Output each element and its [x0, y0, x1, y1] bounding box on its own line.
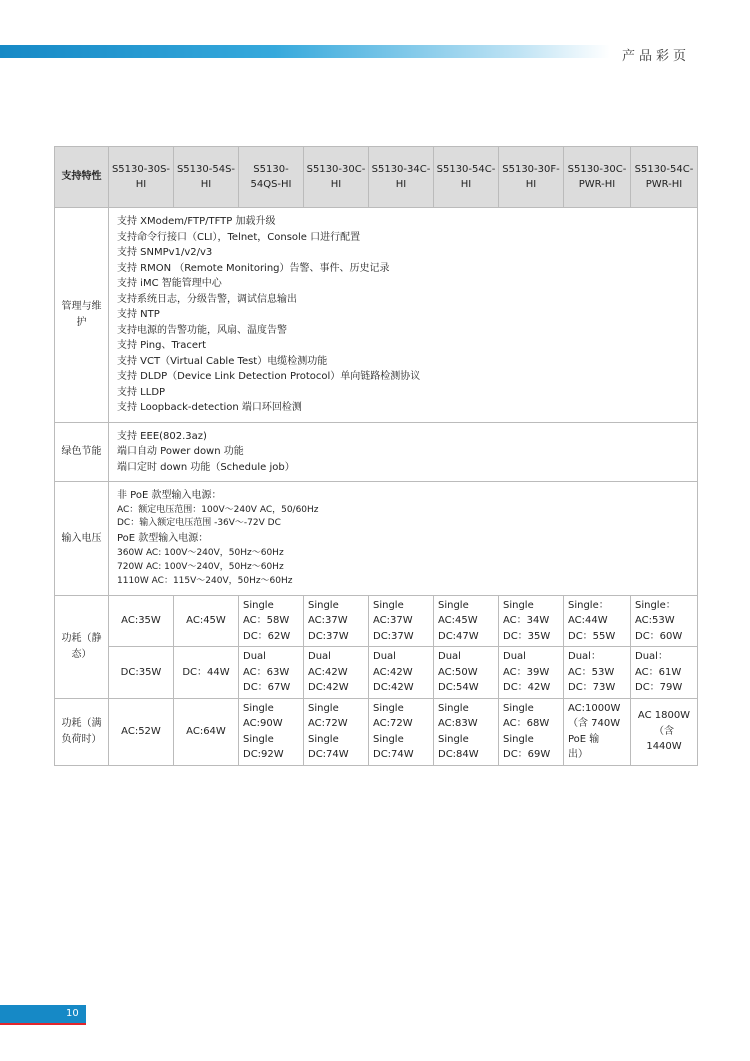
power-value: Dual — [503, 651, 526, 663]
page-number: 10 — [66, 1008, 79, 1019]
full-power-row — [55, 698, 698, 765]
power-value: AC:1000W — [568, 702, 621, 714]
power-value: AC 1800W — [637, 710, 691, 722]
power-value: Dual： — [635, 651, 668, 663]
model-header: S5130-54C-HI — [434, 147, 499, 208]
power-value: AC:37W — [308, 615, 348, 627]
power-value: AC：61W — [635, 666, 682, 678]
power-cell — [369, 698, 434, 765]
power-value: Single — [243, 733, 274, 745]
power-value: Single — [503, 733, 534, 745]
power-cell: AC:45W — [174, 595, 239, 647]
spec-table — [54, 146, 698, 766]
power-value: DC:74W — [308, 749, 349, 761]
power-value: Single — [308, 599, 339, 611]
power-cell: DC:35W — [109, 647, 174, 699]
power-value: Single — [243, 599, 274, 611]
power-value: Single — [503, 599, 534, 611]
green-row — [55, 422, 698, 482]
power-cell: DC：44W — [174, 647, 239, 699]
power-value: Single — [373, 599, 404, 611]
text-line: 支持电源的告警功能，风扇、温度告警 — [117, 324, 287, 336]
text-line: 360W AC: 100V～240V，50Hz～60Hz — [117, 547, 284, 558]
text-line: 支持 SNMPv1/v2/v3 — [117, 247, 213, 258]
model-header: S5130-30S-HI — [109, 147, 174, 208]
text-line: 端口自动 Power down 功能 — [117, 446, 244, 457]
power-value: DC:92W — [243, 749, 284, 761]
power-value: AC：34W — [503, 615, 550, 627]
text-line: 非 PoE 款型输入电源： — [117, 490, 222, 501]
power-value: DC：62W — [243, 630, 291, 642]
power-value: Single — [308, 733, 339, 745]
text-line: 支持 EEE(802.3az) — [117, 430, 207, 442]
row-label: 输入电压 — [55, 482, 109, 596]
text-line: PoE 款型输入电源： — [117, 533, 209, 545]
power-value: Dual： — [568, 651, 601, 663]
power-value: DC:42W — [373, 682, 414, 694]
power-cell — [631, 698, 698, 765]
row-label: 功耗（静态） — [55, 595, 109, 698]
power-value: AC:53W — [635, 615, 675, 627]
power-value: Single — [503, 702, 534, 714]
power-cell — [631, 595, 698, 647]
power-value: Single — [243, 702, 274, 714]
power-value: Single： — [568, 599, 609, 611]
table-header-row — [55, 147, 698, 208]
power-input-row — [55, 482, 698, 596]
power-cell — [499, 698, 564, 765]
text-line: 720W AC: 100V～240V，50Hz～60Hz — [117, 561, 284, 572]
power-cell — [304, 595, 369, 647]
power-value: Dual — [243, 651, 266, 663]
power-value: DC:47W — [438, 630, 479, 642]
text-line: 支持 LLDP — [117, 386, 166, 398]
power-value: 出） — [568, 749, 588, 761]
footer-red-line — [0, 1023, 86, 1025]
power-value: Dual — [373, 651, 396, 663]
power-cell — [631, 647, 698, 699]
row-content — [109, 482, 698, 596]
text-line: 支持 Loopback-detection 端口环回检测 — [117, 402, 302, 413]
static-dc-row — [55, 647, 698, 699]
row-label: 绿色节能 — [55, 422, 109, 482]
row-label: 管理与维护 — [55, 208, 109, 423]
power-value: AC：68W — [503, 718, 550, 730]
static-ac-row — [55, 595, 698, 647]
power-value: Single — [373, 733, 404, 745]
power-value: Single — [373, 702, 404, 714]
power-value: DC：60W — [635, 630, 683, 642]
header-title: 产品彩页 — [622, 49, 691, 64]
power-value: 1440W — [646, 741, 682, 753]
power-value: Single： — [635, 599, 676, 611]
row-content — [109, 422, 698, 482]
text-line: 支持 VCT（Virtual Cable Test）电缆检测功能 — [117, 355, 328, 367]
model-header: S5130-54QS-HI — [239, 147, 304, 208]
text-line: 支持命令行接口（CLI），Telnet，Console 口进行配置 — [117, 231, 361, 243]
power-value: Dual — [308, 651, 331, 663]
text-line: 支持 iMC 智能管理中心 — [117, 278, 222, 289]
power-value: AC：63W — [243, 666, 290, 678]
power-cell: AC:35W — [109, 595, 174, 647]
text-line: 端口定时 down 功能（Schedule job） — [117, 461, 295, 473]
power-value: AC:37W — [373, 615, 413, 627]
text-line: 支持 DLDP（Device Link Detection Protocol）单向链路检测协议 — [117, 371, 421, 382]
power-value: DC：69W — [503, 749, 551, 761]
power-cell — [369, 595, 434, 647]
power-value: Single — [438, 702, 469, 714]
power-value: Single — [438, 733, 469, 745]
power-value: PoE 输 — [568, 733, 600, 745]
power-value: AC:42W — [308, 666, 348, 678]
model-header: S5130-30C-HI — [304, 147, 369, 208]
row-label: 功耗（满负荷时） — [55, 698, 109, 765]
text-line: 支持 Ping、Tracert — [117, 340, 207, 351]
text-line: 支持 NTP — [117, 309, 160, 320]
power-cell: AC:64W — [174, 698, 239, 765]
power-value: AC：58W — [243, 615, 290, 627]
power-value: （含 740W — [568, 718, 621, 730]
power-value: AC:72W — [373, 718, 413, 730]
model-header: S5130-34C-HI — [369, 147, 434, 208]
power-value: DC：35W — [503, 630, 551, 642]
text-line: 支持 XModem/FTP/TFTP 加载升级 — [117, 216, 276, 227]
text-line: 1110W AC：115V～240V，50Hz～60Hz — [117, 575, 293, 586]
power-value: DC:84W — [438, 749, 479, 761]
power-cell — [369, 647, 434, 699]
power-value: Single — [308, 702, 339, 714]
text-line: 支持 RMON （Remote Monitoring）告警、事件、历史记录 — [117, 262, 390, 274]
power-value: DC:74W — [373, 749, 414, 761]
power-cell — [499, 647, 564, 699]
model-header: S5130-30C-PWR-HI — [564, 147, 631, 208]
power-value: DC：67W — [243, 682, 291, 694]
power-cell — [239, 595, 304, 647]
power-value: AC:42W — [373, 666, 413, 678]
power-value: AC:90W — [243, 718, 283, 730]
power-cell — [239, 698, 304, 765]
power-value: AC：39W — [503, 666, 550, 678]
power-value: DC:37W — [373, 630, 414, 642]
power-value: （含 — [654, 725, 674, 737]
power-cell — [564, 647, 631, 699]
power-cell — [434, 698, 499, 765]
header-color-bar — [0, 45, 610, 58]
power-cell — [304, 698, 369, 765]
power-cell — [304, 647, 369, 699]
power-value: DC:54W — [438, 682, 479, 694]
power-value: DC：42W — [503, 682, 551, 694]
power-value: DC:37W — [308, 630, 349, 642]
power-value: DC:42W — [308, 682, 349, 694]
power-cell — [434, 647, 499, 699]
power-value: Single — [438, 599, 469, 611]
power-value: AC:50W — [438, 666, 478, 678]
text-line: DC：输入额定电压范围 -36V～-72V DC — [117, 518, 281, 529]
row-content — [109, 208, 698, 423]
power-value: AC:45W — [438, 615, 478, 627]
power-value: DC：55W — [568, 630, 616, 642]
management-row — [55, 208, 698, 423]
feature-header: 支持特性 — [55, 147, 109, 208]
power-cell — [499, 595, 564, 647]
power-cell — [564, 595, 631, 647]
text-line: AC：额定电压范围：100V～240V AC，50/60Hz — [117, 504, 319, 515]
power-value: AC：53W — [568, 666, 615, 678]
power-value: Dual — [438, 651, 461, 663]
model-header: S5130-54S-HI — [174, 147, 239, 208]
power-cell: AC:52W — [109, 698, 174, 765]
power-value: AC:44W — [568, 615, 608, 627]
model-header: S5130-54C-PWR-HI — [631, 147, 698, 208]
power-value: DC：79W — [635, 682, 683, 694]
power-value: AC:72W — [308, 718, 348, 730]
power-cell — [239, 647, 304, 699]
text-line: 支持系统日志，分级告警，调试信息输出 — [117, 293, 297, 305]
power-cell — [434, 595, 499, 647]
model-header: S5130-30F-HI — [499, 147, 564, 208]
power-value: DC：73W — [568, 682, 616, 694]
power-value: AC:83W — [438, 718, 478, 730]
power-cell — [564, 698, 631, 765]
